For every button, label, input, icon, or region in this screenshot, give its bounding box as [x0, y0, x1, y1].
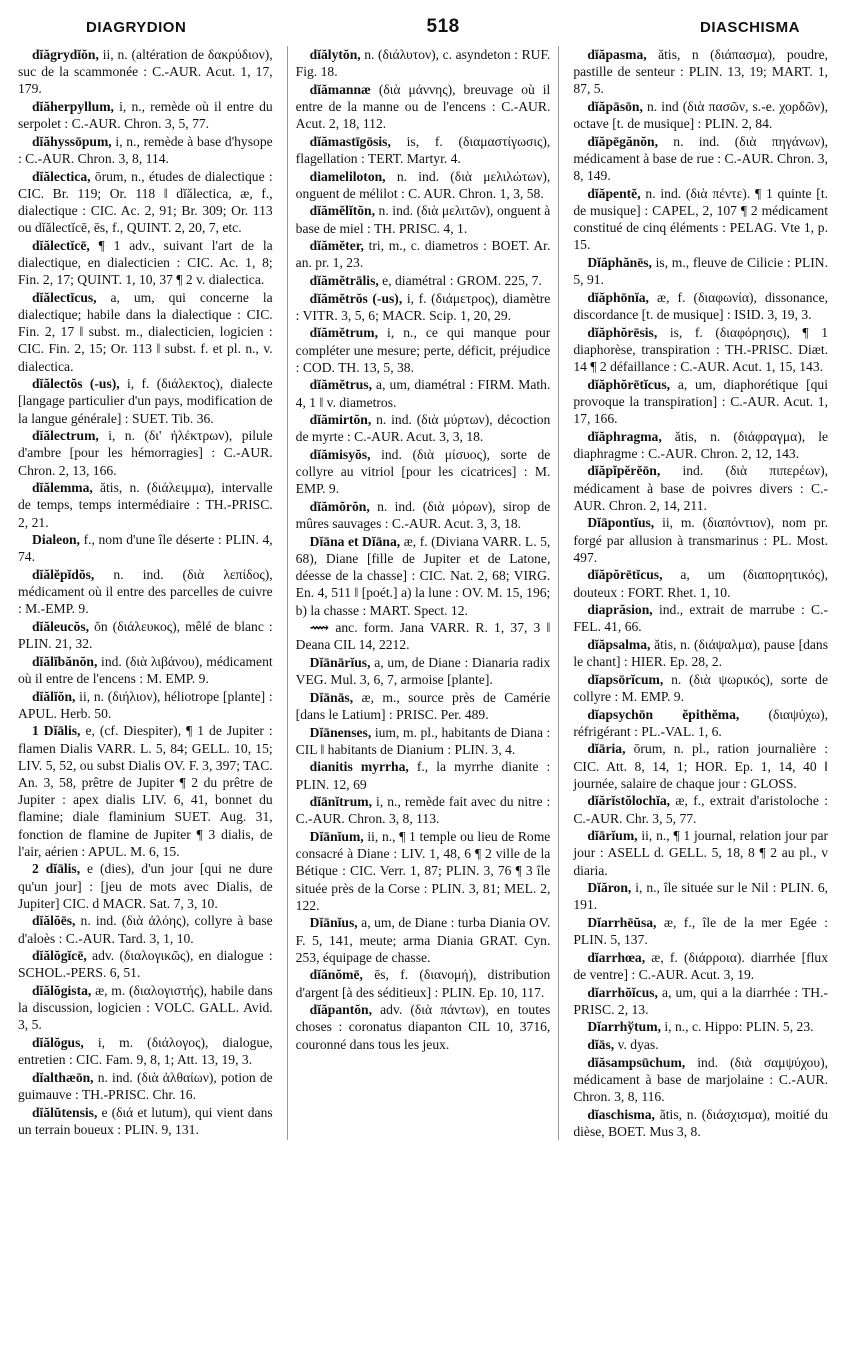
entry-headword: dĭāria, — [587, 741, 626, 757]
dictionary-entry — [573, 254, 828, 288]
dictionary-entry — [296, 654, 551, 688]
entry-headword: dĭălectŏs (-us), — [32, 376, 120, 392]
entry-definition: ēs, f. (διανομή), distribution d'argent [à des séditieux] : PLIN. Ep. 10, 117. — [295, 967, 551, 1000]
column-left — [18, 46, 273, 1140]
column-right — [573, 46, 828, 1140]
entry-headword: dĭapsōrĭcum, — [587, 671, 664, 687]
entry-headword: Dĭăphănēs, — [587, 255, 652, 270]
dictionary-entry — [18, 566, 273, 618]
dictionary-entry — [296, 133, 551, 167]
entry-definition: ind., extrait de marrube : C.-FEL. 41, 66. — [573, 602, 829, 635]
entry-definition: i, f. (διάλεκτος), dialecte [langage particulier d'un pays, modification de la langue générale] : SUET. Tib. 36. — [18, 376, 273, 426]
dictionary-entry — [573, 324, 828, 376]
entry-definition: i, n., île située sur le Nil : PLIN. 6, 191. — [573, 880, 829, 913]
column-middle — [287, 46, 560, 1140]
dictionary-entry — [573, 514, 828, 566]
entry-headword: dĭaschisma, — [587, 1106, 655, 1122]
dictionary-entry — [573, 46, 828, 98]
entry-definition: a, um, qui concerne la dialectique; habile dans la dialectique : CIC. Fin. 2, 17 ‖ subst. m., dialecticien, logicien : CIC. Fin. 2, 15; Or. 113 ‖ subst. f. et pl. n., v. dialectica. — [18, 289, 273, 374]
entry-headword: dĭānĭtrum, — [309, 794, 372, 810]
entry-definition: n. ind. (διὰ μελιτῶν), onguent à base de miel : TH. PRISC. 4, 1. — [295, 203, 551, 236]
entry-headword: dĭălectĭcē, — [32, 237, 90, 253]
entry-definition: ōrum, n. pl., ration journalière : CIC. Att. 8, 14, 1; HOR. Ep. 1, 14, 40 ‖ journée, salaire de chaque jour : GLOSS. — [573, 741, 829, 791]
entry-headword: dĭăpēgănŏn, — [587, 133, 658, 149]
dictionary-entry — [18, 982, 273, 1034]
entry-headword: dĭăhyssōpum, — [32, 133, 112, 149]
entry-headword: dĭălŭtensis, — [32, 1104, 98, 1120]
dictionary-entry — [573, 636, 828, 670]
entry-headword: dĭălemma, — [32, 480, 93, 496]
entry-definition: n. ind. (διὰ ἀλόης), collyre à base d'aloès : C.-AUR. Tard. 3, 1, 10. — [18, 913, 273, 946]
dictionary-entry — [296, 1001, 551, 1053]
entry-definition: n. ind. (διὰ μύρτων), décoction de myrte : C.-AUR. Acut. 3, 3, 18. — [295, 412, 551, 445]
dictionary-entry — [296, 966, 551, 1000]
dictionary-entry — [18, 688, 273, 722]
entry-headword: dĭăpsalma, — [587, 636, 651, 652]
dictionary-entry — [573, 185, 828, 254]
entry-definition: (διαψύχω), réfrigérant : PL.-VAL. 1, 6. — [573, 706, 829, 739]
dictionary-entry — [573, 428, 828, 462]
dictionary-entry — [573, 914, 828, 948]
entry-headword: dĭămĕtrŏs (-us), — [309, 290, 403, 306]
entry-headword: dĭăphŏrēsis, — [587, 324, 658, 340]
entry-definition: i, n., remède fait avec du nitre : C.-AUR. Chron. 3, 8, 113. — [295, 794, 551, 827]
entry-headword: dianitis myrrha, — [309, 759, 409, 775]
dictionary-entry — [296, 376, 551, 410]
entry-definition: ătis, n. (διάλειμμα), intervalle de temps, temps intermédiaire : TH.-PRISC. 2, 21. — [18, 480, 273, 530]
dictionary-entry — [573, 98, 828, 132]
dictionary-entry — [296, 793, 551, 827]
columns — [18, 46, 828, 1140]
dictionary-entry — [573, 1054, 828, 1106]
entry-definition: i, m. (διάλογος), dialogue, entretien : CIC. Fam. 9, 8, 1; Att. 13, 19, 3. — [18, 1035, 273, 1068]
entry-headword: dĭăphŏrētĭcus, — [587, 376, 671, 392]
entry-definition: adv. (διὰ πάντων), en toutes choses : coronatus diapanton CIL 10, 3716, couronné dans tous les jeux. — [295, 1002, 551, 1052]
entry-definition: ind. (διὰ σαμψύχου), médicament à base de marjolaine : C.-AUR. Chron. 3, 8, 116. — [573, 1054, 829, 1104]
dictionary-entry — [296, 758, 551, 792]
entry-headword: diameliloton, — [309, 168, 386, 184]
dictionary-entry — [573, 601, 828, 635]
entry-headword: dĭămĕter, — [309, 238, 364, 254]
entry-headword: dĭălectrum, — [32, 428, 99, 444]
entry-headword: dĭăpasma, — [587, 47, 647, 62]
entry-definition: æ, f., île de la mer Egée : PLIN. 5, 137. — [573, 914, 829, 948]
entry-headword: 2 dĭālis, — [32, 861, 81, 877]
entry-headword: dĭămirtŏn, — [309, 412, 372, 428]
entry-definition: n. (διάλυτον), c. asyndeton : RUF. Fig. 18. — [295, 47, 551, 80]
dictionary-entry — [18, 479, 273, 531]
dictionary-entry — [573, 671, 828, 705]
dictionary-entry — [573, 1018, 828, 1035]
dictionary-entry — [573, 376, 828, 428]
entry-headword: dĭămĕlĭtŏn, — [309, 203, 375, 219]
entry-headword: dĭălĕpĭdŏs, — [32, 567, 95, 582]
entry-headword: dĭămĕtrus, — [309, 377, 372, 393]
entry-definition: n. ind. (διὰ μελιλώτων), onguent de mélilot : C. AUR. Chron. 1, 3, 58. — [295, 168, 551, 201]
entry-definition: ătis, n. (διάψαλμα), pause [dans le chant] : HIER. Ep. 28, 2. — [573, 636, 829, 670]
dictionary-entry — [296, 533, 551, 619]
entry-definition: e, diamétral : GROM. 225, 7. — [382, 272, 542, 288]
page-number: 518 — [426, 16, 460, 37]
dictionary-entry — [573, 827, 828, 879]
dictionary-entry — [296, 411, 551, 445]
entry-headword: dĭăpentĕ, — [587, 185, 641, 201]
entry-headword: Dĭānās, — [309, 689, 354, 705]
dictionary-entry — [296, 202, 551, 236]
entry-definition: i, n., remède où il entre du serpolet : C.-AUR. Chron. 3, 5, 77. — [18, 99, 273, 132]
entry-headword: dĭălĭŏn, — [32, 688, 76, 704]
entry-definition: i, n., remède à base d'hysope : C.-AUR. Chron. 3, 8, 114. — [18, 133, 273, 166]
entry-headword: dĭăsampsūchum, — [587, 1054, 686, 1070]
entry-definition: i, n., ce qui manque pour compléter une mesure; perte, déficit, préjudice : COD. TH. 13, 5, 38. — [295, 325, 551, 375]
dictionary-entry — [18, 618, 273, 652]
dictionary-entry — [18, 168, 273, 237]
entry-definition: is, f. (διαμαστίγωσις), flagellation : TERT. Martyr. 4. — [295, 133, 551, 166]
entry-headword: dĭarrhŏĭcus, — [587, 984, 658, 1000]
entry-headword: dĭăpāsōn, — [587, 99, 643, 114]
entry-headword: dĭălŏēs, — [32, 913, 76, 929]
entry-headword: 1 Dĭālis, — [32, 723, 81, 739]
entry-definition: æ, m. (διαλογιστής), habile dans la discussion, logicien : VOLC. GALL. Avid. 3, 5. — [18, 983, 273, 1033]
entry-definition: æ, f. (διάρροια). diarrhée [flux de ventre] : C.-AUR. Acut. 3, 19. — [573, 949, 829, 982]
entry-headword: dĭăphōnĭa, — [587, 289, 649, 305]
entry-headword: dĭăpantŏn, — [309, 1002, 373, 1018]
dictionary-entry — [296, 237, 551, 271]
entry-headword: dĭălytŏn, — [309, 47, 361, 62]
entry-definition: n. (διὰ ψωρικός), sorte de collyre : M. EMP. 9. — [573, 671, 829, 704]
entry-definition: i, n. (δι' ἠλέκτρων), pilule d'ambre [pour les hémorragies] : C.-AUR. Chron. 2, 13, 166. — [18, 428, 273, 478]
dictionary-entry — [18, 947, 273, 981]
entry-definition: f., nom d'une île déserte : PLIN. 4, 74. — [18, 532, 273, 565]
entry-definition: ium, m. pl., habitants de Diana : CIL ‖ habitants de Dianium : PLIN. 3, 4. — [295, 724, 551, 757]
entry-headword: Dĭarrhēŭsa, — [587, 914, 657, 930]
entry-definition: a, um, qui a la diarrhée : TH.-PRISC. 2, 13. — [573, 984, 829, 1017]
entry-headword: dĭarrhœa, — [587, 949, 646, 965]
dictionary-entry — [296, 498, 551, 532]
dictionary-entry — [296, 914, 551, 966]
dictionary-entry — [296, 619, 551, 653]
entry-headword: Dĭăron, — [587, 880, 632, 896]
entry-definition: ătis, n. (διάσχισμα), moitié du dièse, BOET. Mus 3, 8. — [573, 1106, 829, 1139]
entry-definition: æ, f. (Diviana VARR. L. 5, 68), Diane [fille de Jupiter et de Latone, déesse de la chasse] : CIC. Nat. 2, 68; VIRG. En. 4, 511 ‖ [poét.] a) la lune : OV. M. 15, 196; b) la chasse : MART. Spect. 12. — [295, 533, 551, 618]
dictionary-entry — [573, 462, 828, 514]
entry-headword: dĭăgrydĭŏn, — [32, 47, 99, 62]
dictionary-entry — [573, 706, 828, 740]
entry-headword: dĭăpŏrētĭcus, — [587, 567, 663, 583]
entry-headword: dĭălectica, — [32, 168, 91, 184]
dictionary-entry — [18, 531, 273, 565]
dictionary-entry — [18, 98, 273, 132]
entry-headword: dĭās, — [587, 1036, 615, 1052]
entry-definition: a, um, de Diane : Dianaria radix VEG. Mul. 3, 6, 7, armoise [plante]. — [295, 654, 551, 688]
entry-definition: a, um, de Diane : turba Diania OV. F. 5, 141, meute; arma Diania GRAT. Cyn. 253, équipage de chasse. — [295, 915, 551, 965]
entry-definition: f., la myrrhe dianite : PLIN. 12, 69 — [295, 759, 551, 792]
entry-definition: e, (cf. Diespiter), ¶ 1 de Jupiter : flamen Dialis VARR. L. 5, 84; GELL. 10, 15; LIV. 5, 52, ou subst Dialis OV. F. 3, 397; TAC. An. 3, 58, prêtre de Jupiter ¶ 2 du prêtre de Jupiter : apex dialis LIV. 6, 41, bonnet du flamine; diale flaminium SUET. Aug. 31, fonction de flamine de Jupiter ¶ 3 dialis, de l'air, aérien : APUL. M. 6, 15. — [18, 723, 273, 859]
entry-definition: a, um (διαπορητικός), douteux : FORT. Rhet. 1, 10. — [573, 567, 829, 600]
dictionary-entry — [573, 1036, 828, 1053]
dictionary-entry — [573, 984, 828, 1018]
entry-headword: Dĭānārĭus, — [309, 654, 371, 670]
entry-definition: n. ind (διὰ πασῶν, s.-e. χορδῶν), octave [t. de musique] : PLIN. 2, 84. — [573, 99, 829, 132]
dictionary-entry — [18, 1104, 273, 1138]
entry-headword: dĭăpĭpĕrĕōn, — [587, 463, 661, 479]
entry-headword: dĭămĕtrālis, — [309, 272, 379, 288]
entry-definition: ii, n., ¶ 1 temple ou lieu de Rome consacré à Diane : LIV. 1, 48, 6 ¶ 2 ville de la Bétique : CIC. Verr. 1, 87; PLIN. 3, 76 ¶ 3 île située près de la Corse : PLIN. 3, 81; MEL. 2, 122. — [295, 828, 551, 913]
dictionary-entry — [18, 133, 273, 167]
entry-definition: e (διά et lutum), qui vient dans un terrain boueux : PLIN. 9, 131. — [18, 1104, 273, 1137]
entry-headword: dĭănŏmē, — [309, 967, 363, 983]
dictionary-entry — [296, 724, 551, 758]
entry-headword: dĭapsychōn ĕpithĕma, — [587, 706, 740, 722]
entry-headword: dĭămŏrŏn, — [309, 498, 370, 514]
entry-headword: dĭălŏgista, — [32, 983, 92, 998]
entry-headword: dĭăphragma, — [587, 428, 662, 444]
entry-definition: ii, n., ¶ 1 journal, relation jour par jour : ASELL d. GELL. 5, 18, 8 ¶ 2 au pl., v diaria. — [573, 828, 829, 878]
entry-definition: n. ind. (διὰ λεπίδος), médicament où il entre des parcelles de cuivre : M.-EMP. 9. — [18, 567, 273, 617]
dictionary-entry — [573, 133, 828, 185]
dictionary-entry — [18, 375, 273, 427]
entry-definition: ind. (διὰ μίσυος), sorte de collyre au vitriol [pour les cicatrices] : M. EMP. 9. — [295, 446, 551, 497]
entry-headword: dĭămĕtrum, — [309, 325, 379, 341]
entry-headword: Dĭānĭum, — [309, 828, 364, 844]
dictionary-entry — [296, 168, 551, 202]
entry-headword: dĭămannæ — [309, 81, 371, 97]
entry-definition: i, n., c. Hippo: PLIN. 5, 23. — [664, 1019, 814, 1035]
dictionary-entry — [573, 792, 828, 826]
entry-definition: n. ind. (διὰ ἀλθαίων), potion de guimauve : TH.-PRISC. Chr. 16. — [18, 1069, 273, 1102]
entry-definition: n. ind. (διὰ πέντε). ¶ 1 quinte [t. de musique] : CAPEL, 2, 107 ¶ 2 médicament constitué de cinq éléments : PELAG. Vte 1, p. 15. — [573, 185, 829, 253]
entry-headword: Dĭāna et Dĭāna, — [309, 533, 401, 549]
dictionary-entry — [296, 324, 551, 376]
dictionary-entry — [296, 689, 551, 723]
entry-headword: Dĭānenses, — [309, 724, 372, 740]
entry-headword: Dĭarrhўtum, — [587, 1019, 661, 1035]
entry-headword: dĭălectĭcus, — [32, 289, 97, 305]
entry-definition: ătis, n. (διάφραγμα), le diaphragme : C.-AUR. Chron. 2, 12, 143. — [573, 428, 829, 461]
dictionary-entry — [296, 272, 551, 289]
dictionary-entry — [573, 1106, 828, 1140]
dictionary-entry — [296, 290, 551, 324]
dictionary-entry — [18, 653, 273, 687]
entry-definition: tri, m., c. diametros : BOET. Ar. an. pr. 1, 23. — [295, 238, 551, 271]
dictionary-entry — [18, 722, 273, 860]
entry-definition: ătis, n (διάπασμα), poudre, pastille de senteur : PLIN. 13, 19; MART. 1, 87, 5. — [573, 47, 829, 97]
entry-definition: ind. (διὰ πιπερέων), médicament à base de poivres divers : C.-AUR. Chron. 2, 14, 211. — [573, 463, 829, 513]
header-left-guide-word: DIAGRYDION — [86, 19, 187, 36]
entry-headword: dĭălĭbănŏn, — [32, 653, 98, 669]
dictionary-entry — [296, 46, 551, 80]
dictionary-entry — [18, 427, 273, 479]
dictionary-entry — [18, 289, 273, 375]
entry-headword: dĭălŏgus, — [32, 1035, 84, 1050]
dictionary-entry — [573, 879, 828, 913]
header-right-guide-word: DIASCHISMA — [699, 19, 800, 36]
dictionary-entry — [296, 446, 551, 498]
entry-definition: a, um, diaphorétique [qui provoque la transpiration] : C.-AUR. Acut. 1, 17, 166. — [573, 376, 829, 426]
entry-headword: dĭălŏgĭcē, — [32, 948, 87, 964]
entry-definition: ii, n. (διήλιον), héliotrope [plante] : APUL. Herb. 50. — [18, 688, 273, 721]
entry-definition: ind. (διὰ λιβάνου), médicament où il entre de l'encens : M. EMP. 9. — [18, 653, 273, 686]
entry-definition: (διὰ μάννης), breuvage où il entre de la manne ou de l'encens : C.-AUR. Acut. 2, 18, 112. — [295, 81, 551, 132]
entry-headword: dĭăherpyllum, — [32, 99, 114, 114]
entry-definition: ii, m. (διαπόντιον), nom pr. forgé par allusion à transmarinus : PL. Most. 497. — [573, 515, 829, 565]
dictionary-entry — [296, 81, 551, 133]
dictionary-entry — [18, 1034, 273, 1068]
dictionary-entry — [573, 949, 828, 983]
entry-definition: is, m., fleuve de Cilicie : PLIN. 5, 91. — [573, 255, 828, 288]
entry-headword: ⟿ — [309, 620, 330, 636]
entry-headword: dĭārĭum, — [587, 828, 638, 844]
entry-headword: dĭalthæōn, — [32, 1069, 94, 1085]
dictionary-entry — [18, 237, 273, 289]
entry-headword: Dialeon, — [32, 532, 80, 548]
entry-definition: n. ind. (διὰ μόρων), sirop de mûres sauvages : C.-AUR. Acut. 3, 3, 18. — [295, 498, 551, 532]
dictionary-entry — [18, 1069, 273, 1103]
entry-headword: dĭăleucŏs, — [32, 619, 90, 634]
entry-definition: ii, n. (altération de δακρύδιον), suc de la scammonée : C.-AUR. Acut. 1, 17, 179. — [18, 47, 273, 97]
entry-definition: ŏn (διάλευκος), mêlé de blanc : PLIN. 21, 32. — [18, 619, 273, 652]
entry-headword: diaprăsion, — [587, 602, 653, 618]
dictionary-entry — [18, 860, 273, 912]
entry-definition: æ, f. (διαφωνία), dissonance, discordance [t. de musique] : ISID. 3, 19, 3. — [573, 289, 829, 322]
entry-definition: æ, f., extrait d'aristoloche : C.-AUR. Chr. 3, 5, 77. — [573, 793, 829, 826]
entry-definition: æ, m., source près de Camérie [dans le Latium] : PRISC. Per. 489. — [295, 689, 551, 722]
dictionary-entry — [573, 566, 828, 600]
entry-definition: a, um, diamétral : FIRM. Math. 4, 1 ‖ v. diametros. — [295, 377, 551, 410]
entry-headword: dĭămastīgōsis, — [309, 133, 391, 149]
dictionary-entry — [573, 289, 828, 323]
entry-definition: i, f. (διάμετρος), diamètre : VITR. 3, 5, 6; MACR. Scip. 1, 20, 29. — [295, 290, 551, 323]
entry-headword: Dĭāpontĭus, — [587, 515, 655, 531]
dictionary-entry — [296, 828, 551, 914]
dictionary-entry — [18, 46, 273, 98]
dictionary-entry — [18, 912, 273, 946]
entry-definition: adv. (διαλογικῶς), en dialogue : SCHOL.-PERS. 6, 51. — [18, 948, 273, 981]
entry-definition: n. ind. (διὰ πηγάνων), médicament à base de rue : C.-AUR. Chron. 3, 8, 149. — [573, 133, 829, 184]
entry-definition: e (dies), d'un jour [qui ne dure qu'un jour] : [jeu de mots avec Dialis, de Jupiter] CIC. d MACR. Sat. 7, 3, 10. — [18, 861, 273, 911]
entry-definition: is, f. (διαφόρησις), ¶ 1 diaphorèse, transpiration : TH.-PRISC. Diæt. 14 ¶ 2 défaillance : C.-AUR. Acut. 1, 15, 143. — [573, 324, 829, 374]
entry-definition: ¶ 1 adv., suivant l'art de la dialectique, en dialecticien : CIC. Ac. 1, 8; Fin. 2, 17; QUINT. 1, 10, 37 ¶ 2 v. dialectica. — [18, 237, 273, 288]
entry-headword: Dĭānĭus, — [309, 915, 358, 931]
entry-headword: dĭărĭstŏlochĭa, — [587, 793, 671, 809]
entry-headword: dĭămisyŏs, — [309, 446, 371, 462]
entry-definition: ōrum, n., études de dialectique : CIC. Br. 119; Or. 118 ‖ dĭălectica, æ, f., dialectique : CIC. Ac. 2, 91; Br. 309; Or. 113 ou dĭălectĭcē, ēs, f., QUINT. 2, 20, 7, etc. — [18, 168, 273, 236]
dictionary-entry — [573, 740, 828, 792]
running-header — [18, 16, 828, 42]
entry-definition: v. dyas. — [617, 1036, 659, 1052]
entry-definition: anc. form. Jana VARR. R. 1, 37, 3 ‖ Deana CIL 14, 2212. — [295, 620, 551, 653]
